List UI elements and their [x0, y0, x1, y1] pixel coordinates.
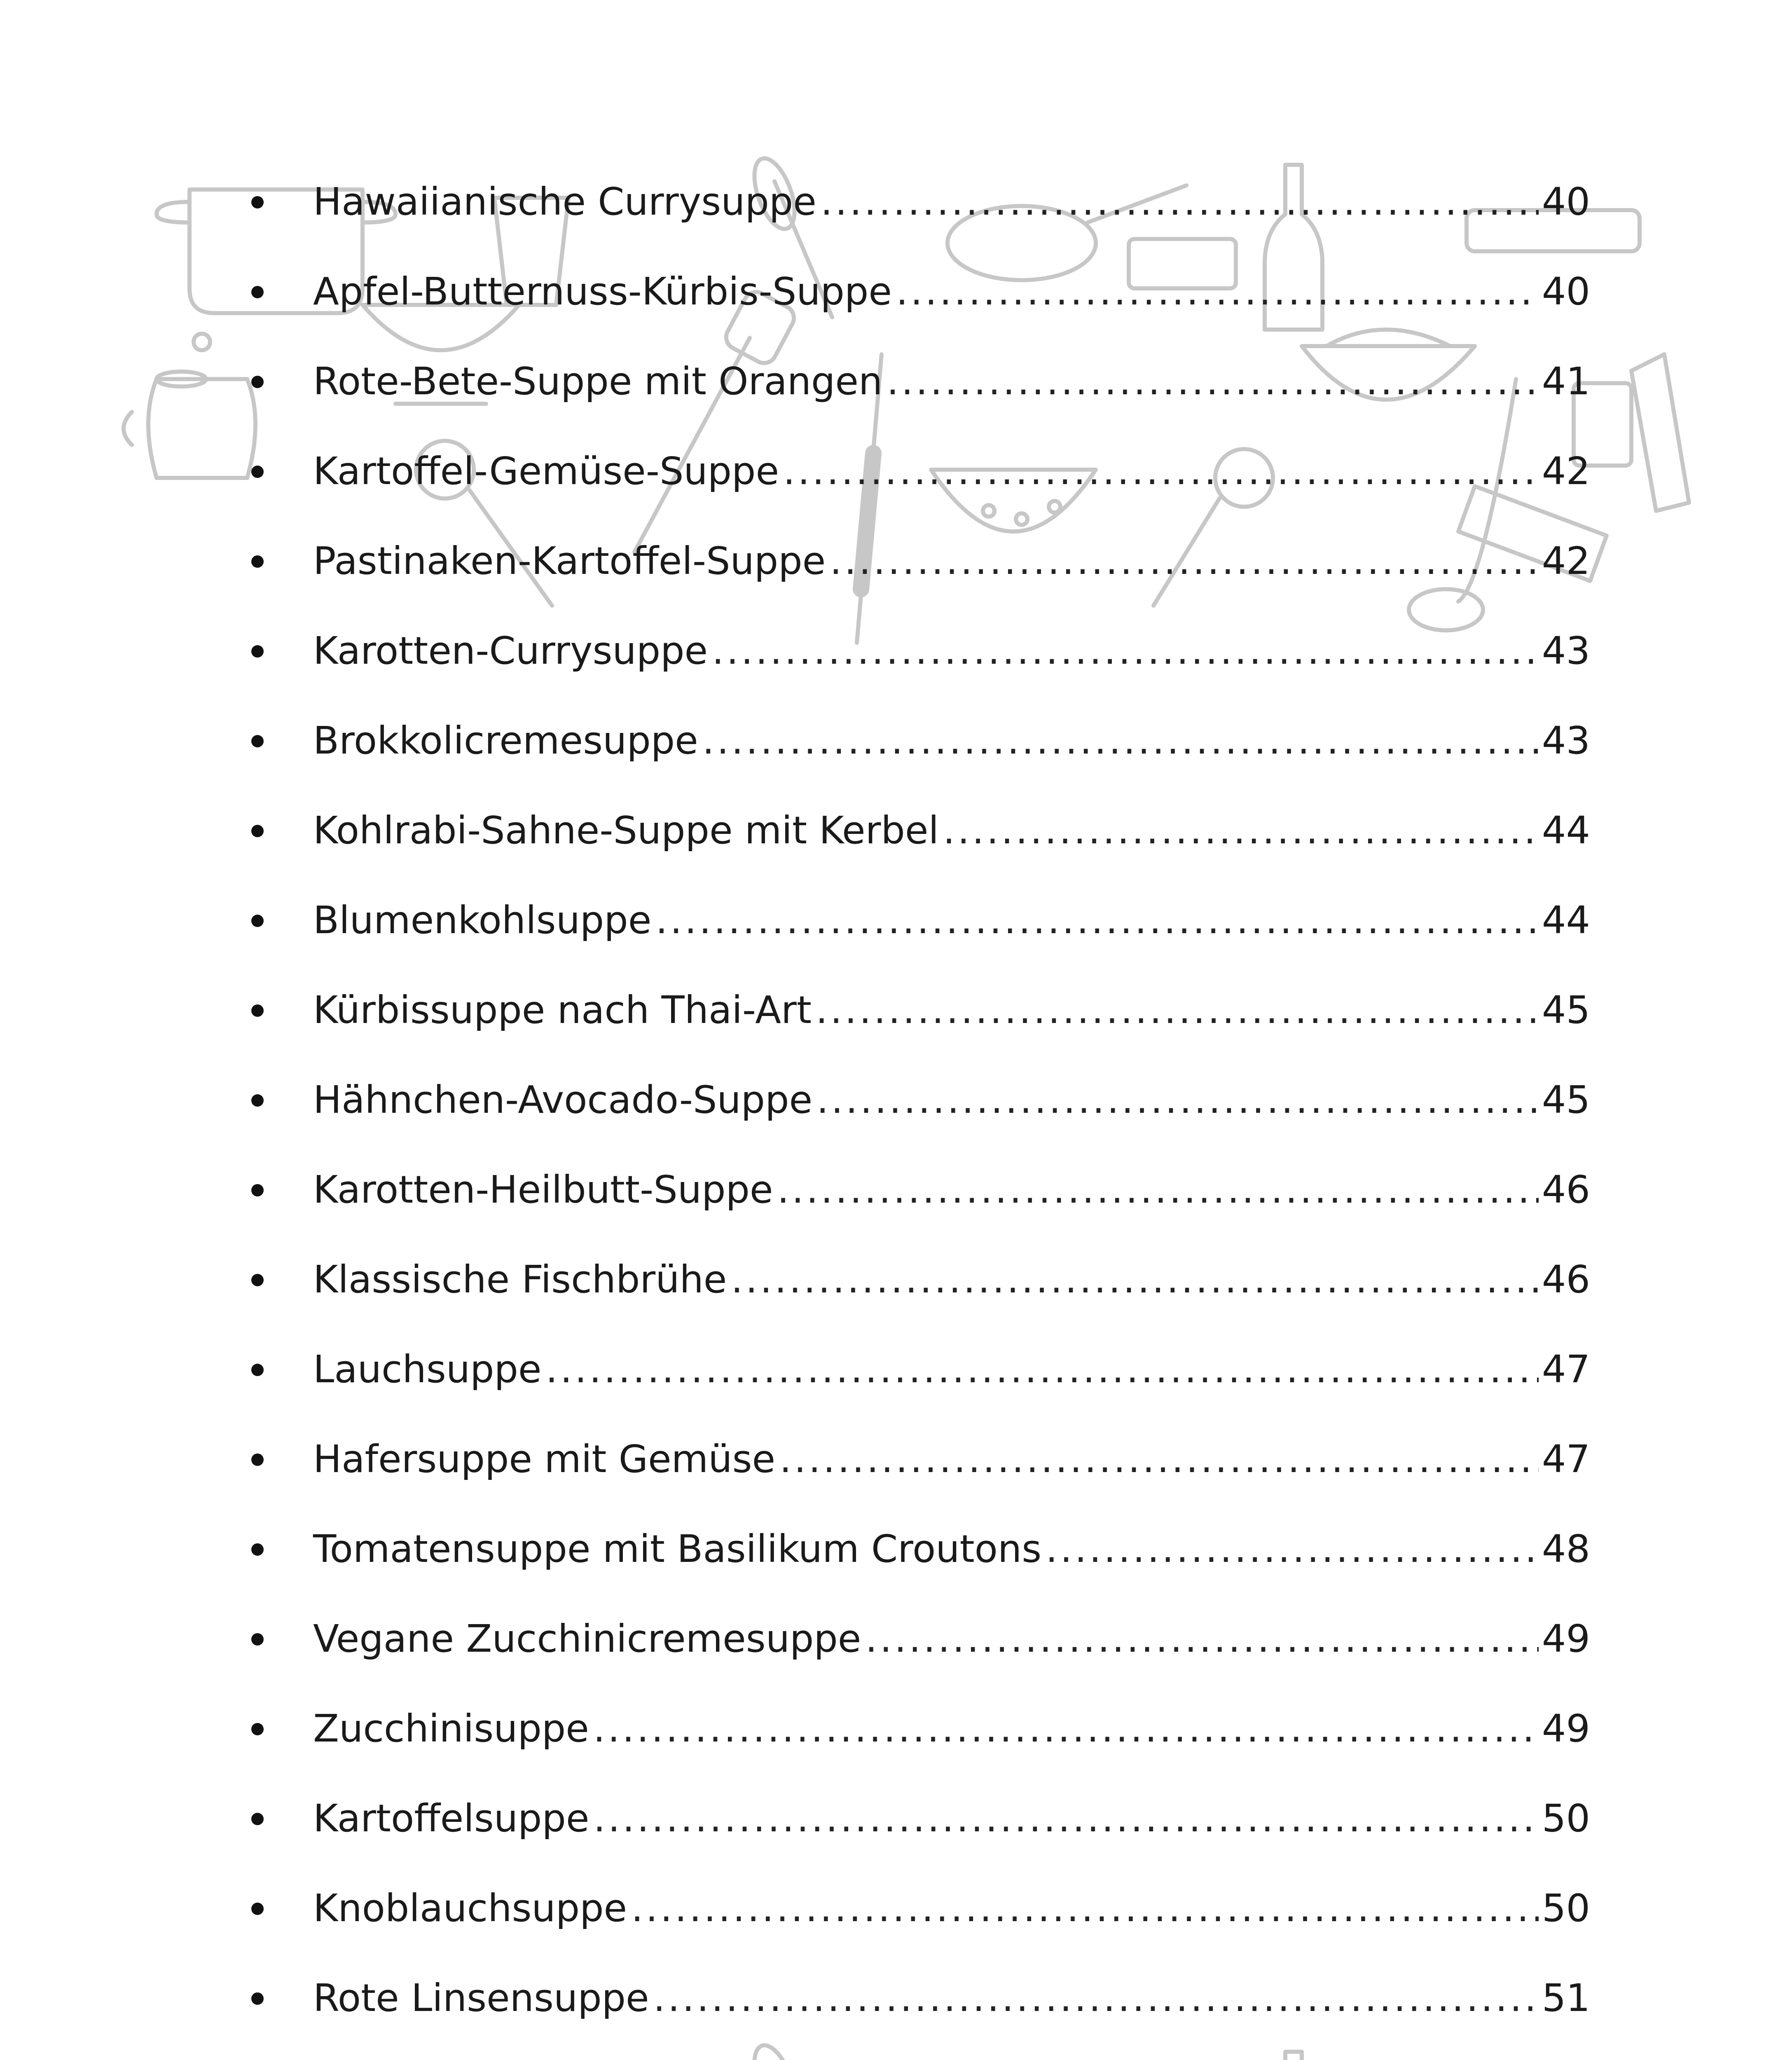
toc-entry-title: Vegane Zucchinicremesuppe [313, 1617, 861, 1661]
bullet-icon [251, 645, 264, 658]
toc-entry-page-number: 43 [1542, 719, 1590, 763]
toc-entry-line [313, 357, 1590, 406]
toc-entry-line [313, 1973, 1590, 2023]
toc-entry[interactable] [231, 1524, 1590, 1614]
toc-entry-line [313, 1884, 1590, 1933]
dot-leader [702, 716, 1539, 765]
toc-entry-page-number: 50 [1542, 1796, 1590, 1840]
toc-entry-page-number: 42 [1542, 449, 1590, 493]
toc-entry-page-number: 45 [1542, 988, 1590, 1032]
toc-entry-line [313, 1524, 1590, 1574]
toc-entry-page-number: 40 [1542, 269, 1590, 314]
bullet-icon [251, 376, 264, 388]
bullet-icon [251, 735, 264, 747]
toc-entry-title: Apfel-Butternuss-Kürbis-Suppe [313, 269, 892, 314]
dot-leader [943, 806, 1539, 855]
bullet-icon [251, 1543, 264, 1556]
toc-entry-line [313, 986, 1590, 1035]
toc-entry-page-number: 49 [1542, 1617, 1590, 1661]
toc-entry-line [313, 536, 1590, 586]
dot-leader [887, 357, 1539, 406]
toc-entry-page-number: 40 [1542, 180, 1590, 224]
toc-entry[interactable] [231, 357, 1590, 447]
dot-leader [545, 1345, 1538, 1394]
toc-entry-page-number: 44 [1542, 898, 1590, 942]
toc-entry-title: Kartoffelsuppe [313, 1796, 590, 1840]
dot-leader [816, 1075, 1539, 1125]
dot-leader [631, 1884, 1539, 1933]
toc-entry-title: Hawaiianische Currysuppe [313, 180, 816, 224]
bullet-icon [251, 196, 264, 208]
toc-entry-line [313, 896, 1590, 945]
toc-entry-line [313, 716, 1590, 765]
dot-leader [896, 267, 1539, 316]
bullet-icon [251, 1992, 264, 2005]
toc-entry-page-number: 49 [1542, 1707, 1590, 1751]
toc-entry-title: Kohlrabi-Sahne-Suppe mit Kerbel [313, 808, 939, 852]
toc-entry[interactable] [231, 626, 1590, 716]
dot-leader [779, 1435, 1539, 1484]
dot-leader [830, 536, 1539, 586]
toc-entry-line [313, 1075, 1590, 1125]
bullet-icon [251, 1454, 264, 1466]
toc-entry-title: Tomatensuppe mit Basilikum Croutons [313, 1527, 1042, 1571]
bullet-icon [251, 1903, 264, 1915]
toc-entry-title: Hafersuppe mit Gemüse [313, 1437, 776, 1481]
toc-entry[interactable] [231, 177, 1590, 267]
bullet-icon [251, 466, 264, 478]
toc-entry[interactable] [231, 1435, 1590, 1524]
bullet-icon [251, 1633, 264, 1646]
toc-entry-line [313, 1435, 1590, 1484]
bullet-icon [251, 1094, 264, 1107]
toc-entry-title: Brokkolicremesuppe [313, 719, 698, 763]
toc-entry[interactable] [231, 267, 1590, 357]
toc-entry-title: Rote Linsensuppe [313, 1976, 649, 2020]
toc-entry-title: Zucchinisuppe [313, 1707, 589, 1751]
bullet-icon [251, 1184, 264, 1196]
dot-leader [816, 986, 1539, 1035]
toc-entry-title: Blumenkohlsuppe [313, 898, 652, 942]
toc-entry-page-number: 50 [1542, 1886, 1590, 1930]
toc-entry-page-number: 42 [1542, 539, 1590, 583]
toc-entry[interactable] [231, 1884, 1590, 1973]
dot-leader [653, 1973, 1539, 2023]
toc-entry[interactable] [231, 1345, 1590, 1435]
toc-entry-line [313, 447, 1590, 496]
toc-entry-line [313, 626, 1590, 676]
toc-entry-title: Pastinaken-Kartoffel-Suppe [313, 539, 826, 583]
bullet-icon [251, 825, 264, 837]
toc-entry-title: Knoblauchsuppe [313, 1886, 627, 1930]
toc-entry[interactable] [231, 447, 1590, 536]
toc-entry-line [313, 806, 1590, 855]
toc-entry-line [313, 1704, 1590, 1753]
toc-entry-line [313, 267, 1590, 316]
dot-leader [865, 1614, 1539, 1664]
bullet-icon [251, 286, 264, 298]
toc-entry-page-number: 44 [1542, 808, 1590, 852]
bullet-icon [251, 555, 264, 568]
toc-entry-line [313, 1255, 1590, 1304]
dot-leader [712, 626, 1539, 676]
toc-entry-page-number: 43 [1542, 629, 1590, 673]
table-of-contents [231, 177, 1590, 2060]
toc-entry[interactable] [231, 896, 1590, 986]
toc-entry-line [313, 177, 1590, 227]
toc-entry-title: Hähnchen-Avocado-Suppe [313, 1078, 813, 1122]
dot-leader [655, 896, 1539, 945]
toc-entry[interactable] [231, 1973, 1590, 2060]
toc-entry-page-number: 45 [1542, 1078, 1590, 1122]
toc-entry-line [313, 1345, 1590, 1394]
dot-leader [821, 177, 1539, 227]
toc-entry-line [313, 1614, 1590, 1664]
grater-icon [1631, 354, 1689, 511]
toc-entry-title: Klassische Fischbrühe [313, 1257, 727, 1302]
toc-entry[interactable] [231, 1704, 1590, 1794]
toc-entry-page-number: 47 [1542, 1437, 1590, 1481]
toc-entry-page-number: 48 [1542, 1527, 1590, 1571]
dot-leader [593, 1794, 1538, 1843]
toc-entry-line [313, 1165, 1590, 1215]
toc-entry-page-number: 51 [1542, 1976, 1590, 2020]
toc-entry-page-number: 41 [1542, 359, 1590, 403]
bullet-icon [251, 1004, 264, 1017]
toc-entry[interactable] [231, 716, 1590, 806]
toc-entry[interactable] [231, 1165, 1590, 1255]
bullet-icon [251, 1364, 264, 1376]
toc-entry-line [313, 1794, 1590, 1843]
bullet-icon [251, 1723, 264, 1735]
dot-leader [593, 1704, 1539, 1753]
dot-leader [777, 1165, 1539, 1215]
toc-entry[interactable] [231, 536, 1590, 626]
dot-leader [731, 1255, 1539, 1304]
toc-entry[interactable] [231, 806, 1590, 896]
bullet-icon [251, 1274, 264, 1286]
bullet-icon [251, 915, 264, 927]
dot-leader [783, 447, 1539, 496]
toc-entry[interactable] [231, 1075, 1590, 1165]
toc-entry[interactable] [231, 1794, 1590, 1884]
bullet-icon [251, 1813, 264, 1825]
toc-entry-title: Kürbissuppe nach Thai-Art [313, 988, 812, 1032]
toc-entry[interactable] [231, 986, 1590, 1075]
toc-entry-title: Lauchsuppe [313, 1347, 542, 1391]
dot-leader [1046, 1524, 1539, 1574]
toc-entry-page-number: 46 [1542, 1168, 1590, 1212]
toc-entry-title: Kartoffel-Gemüse-Suppe [313, 449, 779, 493]
toc-entry[interactable] [231, 1614, 1590, 1704]
toc-entry[interactable] [231, 1255, 1590, 1345]
toc-entry-page-number: 46 [1542, 1257, 1590, 1302]
toc-entry-page-number: 47 [1542, 1347, 1590, 1391]
toc-entry-title: Karotten-Heilbutt-Suppe [313, 1168, 773, 1212]
toc-entry-title: Rote-Bete-Suppe mit Orangen [313, 359, 883, 403]
toc-entry-title: Karotten-Currysuppe [313, 629, 708, 673]
